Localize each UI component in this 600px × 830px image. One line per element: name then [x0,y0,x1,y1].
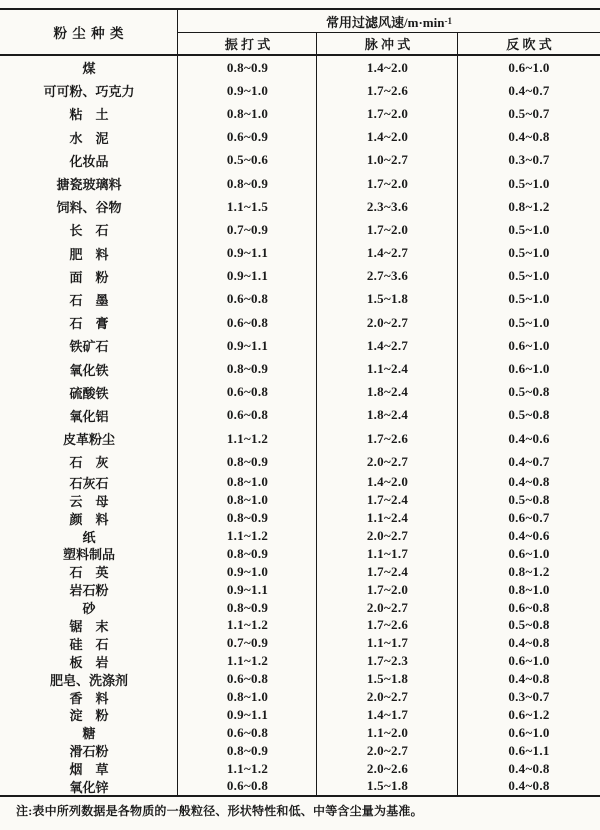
reverse-value-cell: 0.5~1.0 [508,175,550,191]
dust-type-cell: 饲料、谷物 [56,200,122,216]
dust-type-cell: 纸 [82,529,96,545]
shaking-value-cell: 0.8~1.0 [226,492,269,508]
table-row [0,56,600,79]
dust-type-cell: 云 母 [69,493,109,509]
pulse-value-cell: 1.5~1.8 [366,778,409,794]
shaking-value-cell: 0.8~0.9 [226,599,269,615]
dust-type-cell: 面 粉 [69,269,109,285]
reverse-value-cell: 0.8~1.2 [508,563,550,579]
reverse-value-cell: 0.3~0.7 [508,152,550,168]
table-row [0,195,600,218]
shaking-value-cell: 0.8~1.0 [226,689,269,704]
shaking-value-cell: 0.5~0.6 [226,152,269,168]
pulse-value-cell: 2.7~3.6 [366,268,409,284]
reverse-value-cell: 0.8~1.0 [508,581,550,597]
shaking-value-cell: 1.1~1.2 [226,760,269,776]
shaking-value-cell: 1.1~1.2 [226,617,269,633]
reverse-value-cell: 0.4~0.8 [508,474,550,490]
reverse-value-cell: 0.8~1.2 [508,198,550,214]
table-row [0,427,600,450]
pulse-value-cell: 2.0~2.7 [366,742,409,758]
table-row [0,563,600,581]
pulse-value-cell: 1.7~2.0 [366,221,409,237]
pulse-value-cell: 1.7~2.0 [366,105,409,121]
pulse-value-cell: 1.1~1.7 [366,635,409,651]
pulse-value-cell: 1.4~2.0 [366,59,409,75]
reverse-value-cell: 0.4~0.8 [508,760,550,776]
dust-type-cell: 肥皂、洗涤剂 [49,672,128,688]
dust-type-cell: 煤 [82,61,96,77]
column-divider-1 [177,10,178,795]
reverse-value-cell: 0.4~0.8 [508,778,550,794]
shaking-value-cell: 0.9~1.0 [226,563,269,579]
pulse-value-cell: 2.0~2.7 [366,527,409,543]
dust-type-cell: 岩石粉 [69,583,109,599]
table-row [0,79,600,102]
pulse-value-cell: 1.4~2.7 [366,337,409,353]
speed-group-superscript: -1 [444,16,452,26]
shaking-value-cell: 0.8~0.9 [226,361,269,377]
dust-type-header: 粉 尘 种 类 [53,26,125,41]
reverse-value-cell: 0.5~0.8 [508,492,550,508]
reverse-value-cell: 0.5~0.8 [508,384,550,400]
dust-type-cell: 颜 料 [69,511,109,527]
reverse-value-cell: 0.4~0.8 [508,671,550,687]
table-row [0,126,600,149]
table-row [0,404,600,427]
pulse-value-cell: 1.7~2.6 [366,617,409,633]
table-row [0,706,600,724]
reverse-value-cell: 0.5~0.7 [508,105,550,121]
pulse-value-cell: 2.0~2.7 [366,314,409,330]
reverse-value-cell: 0.4~0.7 [508,453,550,469]
dust-type-cell: 锯 末 [69,618,109,634]
pulse-value-cell: 1.4~1.7 [366,706,409,722]
shaking-value-cell: 1.1~1.2 [226,430,269,446]
pulse-value-cell: 2.0~2.7 [366,599,409,615]
table-row [0,652,600,670]
shaking-value-cell: 0.9~1.1 [226,581,269,597]
table-row [0,527,600,545]
table-row [0,357,600,380]
reverse-value-cell: 0.6~1.0 [508,653,550,669]
dust-type-cell: 烟 草 [69,762,109,778]
dust-type-cell: 粘 土 [69,107,109,123]
reverse-value-cell: 0.6~1.0 [508,724,550,740]
table-row [0,724,600,742]
reverse-value-cell: 0.6~0.8 [508,599,550,615]
table-row [0,473,600,491]
table-row [0,242,600,265]
speed-group-header [178,10,600,33]
pulse-value-cell: 1.4~2.0 [366,474,409,490]
pulse-value-cell: 1.7~2.0 [366,581,409,597]
dust-type-cell: 硅 石 [69,636,109,652]
shaking-value-cell: 0.6~0.8 [226,291,269,307]
dust-type-cell: 可可粉、巧克力 [43,84,135,100]
table-row [0,172,600,195]
shaking-value-cell: 0.8~0.9 [226,742,269,758]
reverse-value-cell: 0.6~1.1 [508,742,550,758]
reverse-value-cell: 0.6~1.0 [508,59,550,75]
shaking-value-cell: 0.9~1.1 [226,706,269,722]
table-row [0,688,600,706]
method-headers-row [178,33,600,54]
shaking-value-cell: 0.7~0.9 [226,221,269,237]
table-row [0,581,600,599]
speed-group-label: 常用过滤风速/m·min [326,14,445,30]
reverse-value-cell: 0.4~0.7 [508,82,550,98]
shaking-value-cell: 0.8~1.0 [226,105,269,121]
dust-type-cell: 肥 料 [69,246,109,262]
reverse-value-cell: 0.5~0.8 [508,407,550,423]
pulse-value-cell: 1.1~2.4 [366,361,409,377]
reverse-value-cell: 0.5~0.8 [508,617,550,633]
dust-type-cell: 滑石粉 [69,744,109,760]
scanned-table-page [0,8,600,830]
reverse-value-cell: 0.6~1.0 [508,545,550,561]
shaking-value-cell: 1.1~1.2 [226,653,269,669]
table-row [0,265,600,288]
shaking-value-cell: 0.8~0.9 [226,175,269,191]
shaking-value-cell: 0.6~0.8 [226,778,269,794]
shaking-value-cell: 0.8~1.0 [226,474,269,490]
table-footnote: 注:表中所列数据是各物质的一般粒径、形状特性和低、中等含尘量为基准。 [16,804,423,819]
reverse-blow-type-header: 反 吹 式 [506,37,552,52]
shaking-value-cell: 1.1~1.2 [226,527,269,543]
pulse-value-cell: 1.1~2.4 [366,510,409,526]
dust-type-cell: 塑料制品 [62,547,115,563]
pulse-value-cell: 1.1~2.0 [366,724,409,740]
table-body [0,56,600,795]
column-divider-2 [316,32,317,795]
dust-type-cell: 香 料 [69,690,109,706]
speed-header-group [178,10,600,54]
table-row [0,288,600,311]
shaking-value-cell: 0.6~0.8 [226,724,269,740]
shaking-type-header: 振 打 式 [224,37,271,52]
pulse-value-cell: 1.8~2.4 [366,384,409,400]
shaking-value-cell: 0.8~0.9 [226,453,269,469]
reverse-value-cell: 0.5~1.0 [508,245,550,261]
table-row [0,334,600,357]
reverse-value-cell: 0.3~0.7 [508,689,550,704]
pulse-value-cell: 1.0~2.7 [366,152,409,168]
table-row [0,450,600,473]
shaking-value-cell: 0.9~1.1 [226,245,269,261]
dust-type-cell: 石 灰 [69,455,109,471]
shaking-value-cell: 0.6~0.8 [226,314,269,330]
column-divider-3 [457,32,458,795]
table-row [0,149,600,172]
shaking-value-cell: 0.6~0.8 [226,407,269,423]
pulse-value-cell: 1.5~1.8 [366,291,409,307]
dust-type-cell: 皮革粉尘 [62,432,115,448]
shaking-value-cell: 0.6~0.9 [226,129,269,145]
pulse-value-cell: 1.7~2.0 [366,175,409,191]
shaking-value-cell: 0.7~0.9 [226,635,269,651]
table-row [0,634,600,652]
pulse-value-cell: 2.0~2.6 [366,760,409,776]
pulse-value-cell: 1.7~2.6 [366,82,409,98]
dust-type-cell: 氧化锌 [69,779,109,795]
pulse-value-cell: 2.0~2.7 [366,453,409,469]
pulse-value-cell: 2.3~3.6 [366,198,409,214]
table-header [0,10,600,56]
dust-type-cell: 硫酸铁 [69,385,109,401]
shaking-value-cell: 0.8~0.9 [226,545,269,561]
pulse-value-cell: 1.7~2.3 [366,653,409,669]
dust-type-cell: 砂 [82,601,96,617]
reverse-value-cell: 0.5~1.0 [508,268,550,284]
pulse-value-cell: 2.0~2.7 [366,689,409,704]
pulse-value-cell: 1.7~2.4 [366,563,409,579]
pulse-value-cell: 1.8~2.4 [366,407,409,423]
dust-type-cell: 水 泥 [69,130,109,146]
pulse-value-cell: 1.5~1.8 [366,671,409,687]
dust-type-cell: 搪瓷玻璃料 [56,177,122,193]
pulse-value-cell: 1.4~2.0 [366,129,409,145]
shaking-value-cell: 0.6~0.8 [226,671,269,687]
pulse-value-cell: 1.1~1.7 [366,545,409,561]
table-row [0,742,600,760]
dust-type-cell: 板 岩 [69,654,109,670]
dust-type-cell: 石 英 [69,565,109,581]
dust-type-cell: 氧化铁 [69,362,109,378]
table-row [0,509,600,527]
reverse-value-cell: 0.6~1.0 [508,361,550,377]
shaking-value-cell: 0.8~0.9 [226,510,269,526]
table-row [0,102,600,125]
shaking-value-cell: 0.9~1.1 [226,268,269,284]
shaking-value-cell: 0.9~1.0 [226,82,269,98]
table-row [0,491,600,509]
reverse-value-cell: 0.4~0.6 [508,527,550,543]
shaking-value-cell: 0.6~0.8 [226,384,269,400]
dust-type-cell: 石 墨 [69,292,109,308]
dust-type-cell: 氧化铝 [69,408,109,424]
pulse-type-header: 脉 冲 式 [364,37,411,52]
reverse-value-cell: 0.4~0.6 [508,430,550,446]
pulse-value-cell: 1.4~2.7 [366,245,409,261]
reverse-value-cell: 0.6~0.7 [508,510,550,526]
pulse-value-cell: 1.7~2.4 [366,492,409,508]
reverse-value-cell: 0.5~1.0 [508,291,550,307]
filtration-speed-table [0,8,600,797]
reverse-value-cell: 0.6~1.2 [508,706,550,722]
table-row [0,599,600,617]
dust-type-cell: 淀 粉 [69,708,109,724]
table-row [0,381,600,404]
dust-type-cell: 石 膏 [69,316,109,332]
table-row [0,670,600,688]
table-row [0,545,600,563]
shaking-value-cell: 0.8~0.9 [226,59,269,75]
table-row [0,760,600,778]
shaking-value-cell: 0.9~1.1 [226,337,269,353]
dust-type-cell: 化妆品 [69,153,109,169]
table-row [0,617,600,635]
dust-type-cell: 石灰石 [69,475,109,491]
reverse-value-cell: 0.4~0.8 [508,635,550,651]
table-row [0,218,600,241]
reverse-value-cell: 0.4~0.8 [508,129,550,145]
shaking-value-cell: 1.1~1.5 [226,198,269,214]
reverse-value-cell: 0.5~1.0 [508,221,550,237]
reverse-value-cell: 0.5~1.0 [508,314,550,330]
table-row [0,778,600,796]
pulse-value-cell: 1.7~2.6 [366,430,409,446]
dust-type-cell: 糖 [82,726,96,742]
dust-type-cell: 铁矿石 [69,339,109,355]
reverse-value-cell: 0.6~1.0 [508,337,550,353]
dust-type-cell: 长 石 [69,223,109,239]
table-row [0,311,600,334]
